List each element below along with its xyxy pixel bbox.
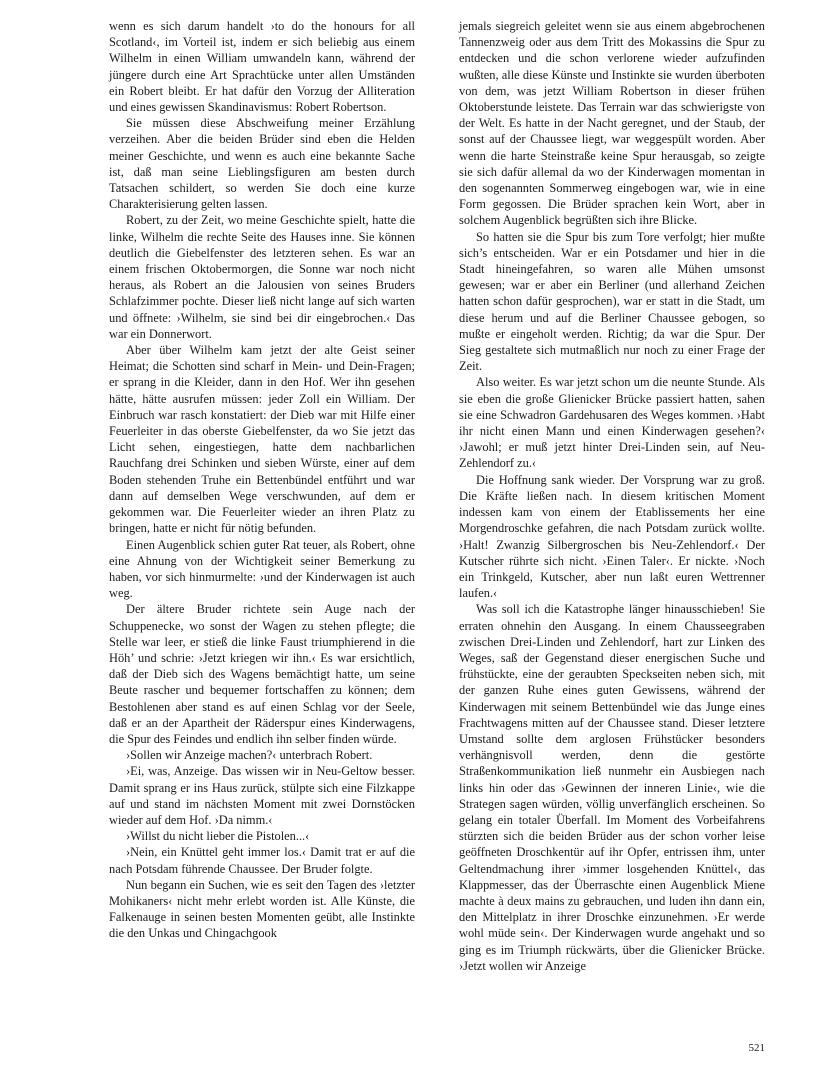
paragraph: wenn es sich darum handelt ›to do the honours for all Scotland‹, im Vorteil ist, indem er sich beliebig aus einem Wilhelm in einen William umwandeln kann, während der jüngere durch eine Art Sprachtücke unter allen Umständen ein Robert bleibt. Er hat dafür den Vorzug der Alliteration und eines gewissen Skandinavismus: Robert Robertson.: [109, 19, 415, 115]
paragraph: Der ältere Bruder richtete sein Auge nach der Schuppenecke, wo sonst der Wagen zu stehen pflegte; die Stelle war leer, er stieß die linke Faust triumphierend in die Höh’ und schrie: ›Jetzt kriegen wir ihn.‹ Es war ersichtlich, daß der Dieb sich des Wagens bemächtigt hatte, um seine Beute rascher und bequemer fortschaffen zu können; dem Bestohlenen aber stand es auf einen Schlag vor der Seele, daß er an der Apartheit der Räderspur eines Kinderwagens, die Spur des Feindes und endlich ihn selber finden würde.: [109, 602, 415, 746]
paragraph: Robert, zu der Zeit, wo meine Geschichte spielt, hatte die linke, Wilhelm die rechte Seite des Hauses inne. Sie können deutlich die Giebelfenster des letzteren sehen. Es war an einem frischen Oktobermorgen, die Sonne war noch nicht heraus, als Robert an die Jalousien von seines Bruders Schlafzimmer pochte. Dieser ließ nicht lange auf sich warten und öffnete: ›Wilhelm, sie sind bei dir eingebrochen.‹ Das war ein Donnerwort.: [109, 213, 415, 341]
paragraph: Nun begann ein Suchen, wie es seit den Tagen des ›letzter Mohikaners‹ nicht mehr erlebt worden ist. Alle Künste, die Falkenauge in seinen besten Momenten geübt, alle Instinkte die den Unkas und Chingachgook: [109, 877, 415, 941]
paragraph: jemals siegreich geleitet wenn sie aus einem abgebrochenen Tannenzweig oder aus dem Tritt des Mokassins die Spur zu entdecken und die schon verlorene wieder aufzufinden wußten, alle diese Künste und Instinkte sie wurden überboten von dem, was jetzt William Robertson in dieser frühen Oktoberstunde leistete. Das Terrain war das schwierigste von der Welt. Es hatte in der Nacht geregnet, und der Staub, der sonst auf der Chaussee liegt, war weggespült worden. Aber wenn die harte Steinstraße keine Spur herausgab, so zeigte sie sich dafür allemal da wo der Kinderwagen momentan in den sogenannten Sommerweg eingebogen war, wie in eine Form gegossen. Die Brüder sprachen kein Wort, aber in solchem Augenblick begrüßten sich ihre Blicke.: [459, 19, 765, 228]
paragraph: ›Sollen wir Anzeige machen?‹ unterbrach Robert.: [126, 748, 373, 763]
paragraph: Einen Augenblick schien guter Rat teuer, als Robert, ohne eine Ahnung von der Wichtigkeit seiner Bemerkung zu haben, vor sich hinmurmelte: ›und der Kinderwagen ist auch weg.: [109, 537, 415, 601]
paragraph: Die Hoffnung sank wieder. Der Vorsprung war zu groß. Die Kräfte ließen nach. In diesem kritischen Moment indessen kam von einem der Etablissements her eine Morgendroschke gefahren, die nach Potsdam zurück wollte. ›Halt! Zwanzig Silbergroschen bis Neu-Zehlendorf.‹ Der Kutscher rührte sich nicht. ›Einen Taler‹. Er nickte. ›Noch ein Trinkgeld, Kutscher, aber nun laßt euren Wettrenner laufen.‹: [459, 472, 765, 601]
page-number: 521: [748, 1042, 765, 1054]
paragraph: Sie müssen diese Abschweifung meiner Erzählung verzeihen. Aber die beiden Brüder sind eben die Helden meiner Geschichte, und wenn es auch eine bekannte Sache ist, daß man seine Lieblingsfiguren am besten durch Tatsachen schildert, so werden Sie doch eine kurze Charakterisierung gelten lassen.: [109, 116, 415, 212]
text-column-right: [459, 18, 765, 974]
paragraph: So hatten sie die Spur bis zum Tore verfolgt; hier mußte sich’s entscheiden. War er ein Potsdamer und hier in die Stadt hineingefahren, so waren alle Mühen umsonst gewesen; war er aber ein Berliner (und allerhand Zeichen hatten schon dafür gesprochen), war er statt in die Stadt, um diese herum und auf die Berliner Chaussee gebogen, so mußte er eingeholt werden. Richtig; da war die Spur. Der Sieg gestaltete sich mutmaßlich nur noch zu einer Frage der Zeit.: [459, 229, 765, 374]
paragraph: ›Willst du nicht lieber die Pistolen...‹: [126, 829, 310, 844]
paragraph: Was soll ich die Katastrophe länger hinausschieben! Sie erraten ohnehin den Ausgang. In einem Chausseegraben zwischen Drei-Linden und Zehlendorf, hart zur Linken des Weges, saß der Gegenstand dieser energischen Suche und frühstückte, eine der geraubten Speckseiten neben sich, mit der ganzen Ruhe eines guten Gewissens, während der Kinderwagen mit seinem Bettenbündel wie das Junge eines Frachtwagens mitten auf der Chaussee stand. Dieser letztere Umstand sollte dem arglosen Frühstücker besonders verhängnisvoll werden, denn die gestörte Straßenkommunikation ließ nunmehr ein Ausbiegen nach links hin oder das ›Gewinnen der inneren Linie‹, wie die Strategen sagen würden, völlig unverfänglich erscheinen. So gelang ein totaler Überfall. Im Moment des Vorbeifahrens stürzten sich die beiden Brüder aus der schon vorher leise geöffneten Droschkentür auf ihr Opfer, entrissen ihm, unter Geltendmachung ihrer ›immer losgehenden Knüttel‹, das Klappmesser, das der Überraschte einen Augenblick Miene machte à deux mains zu gebrauchen, und luden ihn dann ein, den Mittelplatz in ihrer Droschke einzunehmen. ›Er werde wohl müde sein‹. Der Kinderwagen wurde angehakt und so ging es im Triumph rückwärts, über die Glienicker Brücke. ›Jetzt wollen wir Anzeige: [459, 602, 765, 973]
paragraph: Also weiter. Es war jetzt schon um die neunte Stunde. Als sie eben die große Glienicker Brücke passiert hatten, sahen sie eine Schwadron Gardehusaren des Weges kommen. ›Habt ihr nicht einen Mann und einen Kinderwagen gesehen?‹ ›Jawohl; er muß jetzt hinter Drei-Linden sein, auf Neu-Zehlendorf zu.‹: [459, 375, 765, 471]
paragraph: ›Ei, was, Anzeige. Das wissen wir in Neu-Geltow besser. Damit sprang er ins Haus zurück, stülpte sich eine Filzkappe auf und stand im nächsten Moment mit zwei Dornstöcken wieder auf dem Hof. ›Da nimm.‹: [109, 764, 415, 827]
paragraph: Aber über Wilhelm kam jetzt der alte Geist seiner Heimat; die Schotten sind scharf in Mein- und Dein-Fragen; er sprang in die Kleider, dann in den Hof. Wer ihn gesehen hätte, hätte ausrufen müssen: jeder Zoll ein William. Der Einbruch war rasch konstatiert: der Dieb war mit Hilfe einer Feuerleiter in das oberste Giebelfenster, da wo Sie jetzt das Licht sehen, eingestiegen, hatte dem nachbarlichen Rauchfang drei Schinken und sieben Würste, einer auf dem Boden stehenden Truhe ein Bettenbündel entführt und war dann auf demselben Wege verschwunden, auf dem er gekommen war. Die Feuerleiter wieder an ihren Platz zu bringen, hatte er nicht für nötig befunden.: [109, 343, 415, 536]
paragraph: ›Nein, ein Knüttel geht immer los.‹ Damit trat er auf die nach Potsdam führende Chaussee. Der Bruder folgte.: [109, 845, 415, 876]
text-column-left: [109, 18, 415, 942]
